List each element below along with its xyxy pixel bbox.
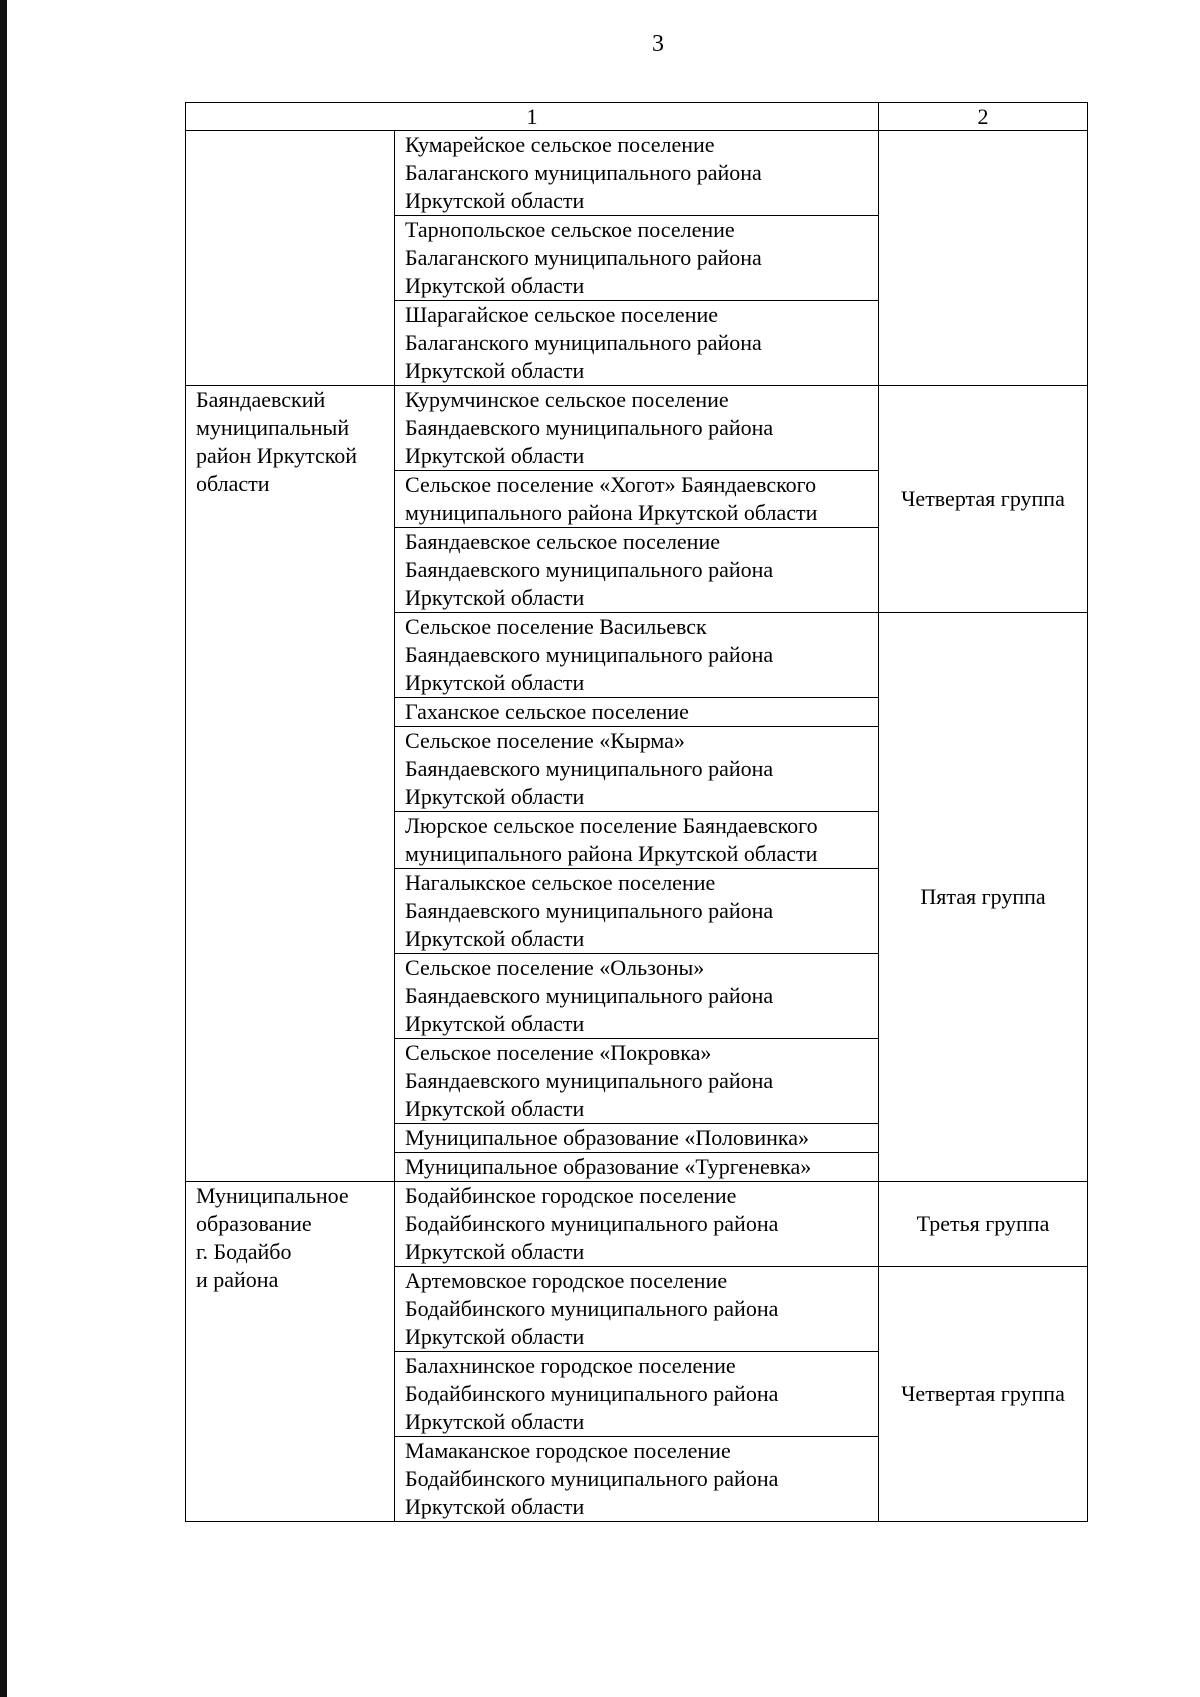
district-line: г. Бодайбо bbox=[196, 1239, 292, 1264]
settlement-line: Балаганского муниципального района bbox=[405, 330, 762, 355]
settlement-cell bbox=[395, 131, 879, 216]
settlement-line: Бодайбинского муниципального района bbox=[405, 1466, 779, 1491]
settlement-line: Иркутской области bbox=[405, 1011, 585, 1036]
settlement-line: Сельское поселение «Хогот» Баяндаевского bbox=[405, 472, 817, 497]
settlement-line: Иркутской области bbox=[405, 1096, 585, 1121]
district-cell bbox=[186, 131, 395, 386]
settlement-line: Гаханское сельское поселение bbox=[405, 699, 689, 724]
settlement-line: Мамаканское городское поселение bbox=[405, 1438, 731, 1463]
district-line: район Иркутской bbox=[196, 443, 358, 468]
settlement-line: Артемовское городское поселение bbox=[405, 1268, 728, 1293]
settlement-line: Нагалыкское сельское поселение bbox=[405, 870, 716, 895]
group-cell: Четвертая группа bbox=[879, 386, 1088, 613]
table-row bbox=[186, 131, 1088, 216]
settlement-line: Баяндаевского муниципального района bbox=[405, 898, 774, 923]
settlement-line: Бодайбинского муниципального района bbox=[405, 1296, 779, 1321]
table-row bbox=[186, 386, 1088, 471]
settlement-cell bbox=[395, 1153, 879, 1182]
settlement-line: Иркутской области bbox=[405, 188, 585, 213]
district-cell bbox=[186, 1182, 395, 1522]
municipality-groups-table bbox=[185, 102, 1088, 1522]
settlement-line: Бодайбинского муниципального района bbox=[405, 1381, 779, 1406]
settlement-line: Иркутской области bbox=[405, 926, 585, 951]
settlement-line: Сельское поселение «Ользоны» bbox=[405, 955, 705, 980]
settlement-line: Курумчинское сельское поселение bbox=[405, 387, 729, 412]
settlement-cell bbox=[395, 386, 879, 471]
settlement-line: Иркутской области bbox=[405, 1324, 585, 1349]
settlement-cell bbox=[395, 216, 879, 301]
settlement-cell bbox=[395, 471, 879, 528]
settlement-line: муниципального района Иркутской области bbox=[405, 841, 818, 866]
settlement-line: Баяндаевского муниципального района bbox=[405, 983, 774, 1008]
settlement-line: Иркутской области bbox=[405, 1494, 585, 1519]
settlement-line: Баяндаевского муниципального района bbox=[405, 557, 774, 582]
settlement-cell bbox=[395, 1039, 879, 1124]
page-number: 3 bbox=[652, 31, 664, 57]
settlement-line: Бодайбинского муниципального района bbox=[405, 1211, 779, 1236]
settlement-line: Сельское поселение «Покровка» bbox=[405, 1040, 712, 1065]
settlement-line: Муниципальное образование «Половинка» bbox=[405, 1125, 809, 1150]
settlement-cell bbox=[395, 1267, 879, 1352]
group-cell bbox=[879, 131, 1088, 386]
scan-edge-bar bbox=[0, 0, 7, 1697]
settlement-cell bbox=[395, 1182, 879, 1267]
settlement-cell bbox=[395, 301, 879, 386]
settlement-cell bbox=[395, 528, 879, 613]
settlement-cell bbox=[395, 1352, 879, 1437]
settlement-cell bbox=[395, 613, 879, 698]
group-cell: Четвертая группа bbox=[879, 1267, 1088, 1522]
district-line: Муниципальное bbox=[196, 1183, 349, 1208]
district-line: и района bbox=[196, 1267, 279, 1292]
settlement-cell bbox=[395, 698, 879, 727]
settlement-line: Иркутской области bbox=[405, 784, 585, 809]
group-cell: Третья группа bbox=[879, 1182, 1088, 1267]
header-row bbox=[186, 103, 1088, 131]
settlement-line: Шарагайское сельское поселение bbox=[405, 302, 719, 327]
settlement-line: Балаганского муниципального района bbox=[405, 245, 762, 270]
settlement-line: Иркутской области bbox=[405, 443, 585, 468]
settlement-line: Муниципальное образование «Тургеневка» bbox=[405, 1154, 812, 1179]
settlement-line: Иркутской области bbox=[405, 585, 585, 610]
district-cell bbox=[186, 386, 395, 1182]
settlement-line: Балахнинское городское поселение bbox=[405, 1353, 736, 1378]
settlement-line: Баяндаевского муниципального района bbox=[405, 756, 774, 781]
settlement-line: Иркутской области bbox=[405, 670, 585, 695]
district-line: Баяндаевский bbox=[196, 387, 326, 412]
district-line: области bbox=[196, 471, 270, 496]
settlement-line: Иркутской области bbox=[405, 358, 585, 383]
settlement-line: Люрское сельское поселение Баяндаевского bbox=[405, 813, 818, 838]
settlement-line: Иркутской области bbox=[405, 273, 585, 298]
settlement-cell bbox=[395, 1437, 879, 1522]
table-row bbox=[186, 1182, 1088, 1267]
settlement-cell bbox=[395, 812, 879, 869]
settlement-line: Бодайбинское городское поселение bbox=[405, 1183, 737, 1208]
settlement-cell bbox=[395, 727, 879, 812]
settlement-line: Тарнопольское сельское поселение bbox=[405, 217, 735, 242]
settlement-cell bbox=[395, 1124, 879, 1153]
district-line: муниципальный bbox=[196, 415, 350, 440]
settlement-cell bbox=[395, 869, 879, 954]
settlement-line: Сельское поселение «Кырма» bbox=[405, 728, 685, 753]
settlement-line: Сельское поселение Васильевск bbox=[405, 614, 707, 639]
settlement-line: Баяндаевского муниципального района bbox=[405, 415, 774, 440]
settlement-line: Иркутской области bbox=[405, 1409, 585, 1434]
district-line: образование bbox=[196, 1211, 312, 1236]
settlement-cell bbox=[395, 954, 879, 1039]
settlement-line: муниципального района Иркутской области bbox=[405, 500, 818, 525]
settlement-line: Балаганского муниципального района bbox=[405, 160, 762, 185]
column-header-1: 1 bbox=[186, 103, 879, 131]
settlement-line: Иркутской области bbox=[405, 1239, 585, 1264]
group-cell: Пятая группа bbox=[879, 613, 1088, 1182]
column-header-2: 2 bbox=[879, 103, 1088, 131]
settlement-line: Баяндаевского муниципального района bbox=[405, 642, 774, 667]
settlement-line: Баяндаевское сельское поселение bbox=[405, 529, 720, 554]
settlement-line: Баяндаевского муниципального района bbox=[405, 1068, 774, 1093]
settlement-line: Кумарейское сельское поселение bbox=[405, 132, 715, 157]
